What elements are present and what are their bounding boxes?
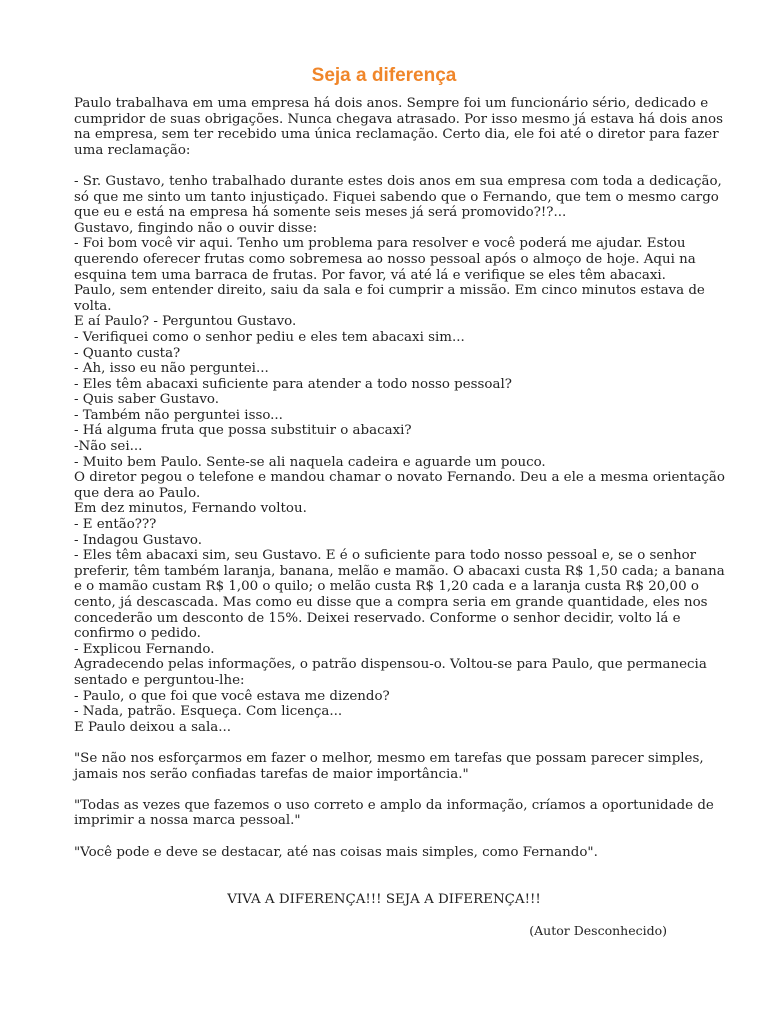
- text-line: na empresa, sem ter recebido uma única reclamação. Certo dia, ele foi até o diretor para fazer: [74, 127, 719, 143]
- blank-line: [74, 735, 704, 751]
- text-line: E Paulo deixou a sala...: [74, 719, 232, 735]
- text-line: sentado e perguntou-lhe:: [74, 672, 245, 688]
- text-line: - Explicou Fernando.: [74, 641, 215, 657]
- text-line: - E então???: [74, 517, 157, 533]
- blank-line: [74, 158, 704, 174]
- text-line: Gustavo, fingindo não o ouvir disse:: [74, 220, 318, 236]
- text-line: - Sr. Gustavo, tenho trabalhado durante estes dois anos em sua empresa com toda a dedicação,: [74, 173, 722, 189]
- quote-line: "Você pode e deve se destacar, até nas coisas mais simples, como Fernando".: [74, 844, 598, 860]
- quote-line: jamais nos serão confiadas tarefas de maior importância.": [74, 766, 469, 782]
- text-line: querendo oferecer frutas como sobremesa ao nosso pessoal após o almoço de hoje. Aqui na: [74, 251, 696, 267]
- text-line: só que me sinto um tanto injustiçado. Fiquei sabendo que o Fernando, que tem o mesmo cargo: [74, 189, 719, 205]
- text-line: Em dez minutos, Fernando voltou.: [74, 501, 307, 517]
- text-line: Agradecendo pelas informações, o patrão dispensou-o. Voltou-se para Paulo, que permanecia: [74, 657, 707, 673]
- text-line: que dera ao Paulo.: [74, 485, 201, 501]
- text-line: cento, já descascada. Mas como eu disse que a compra seria em grande quantidade, eles nos: [74, 595, 708, 610]
- text-line: preferir, têm também laranja, banana, melão e mamão. O abacaxi custa R$ 1,50 cada; a banana: [74, 563, 725, 579]
- text-line: e o mamão custam R$ 1,00 o quilo; o melão custa R$ 1,20 cada e a laranja custa R$ 20,00 o: [74, 579, 699, 595]
- quote-line: "Todas as vezes que fazemos o uso correto e amplo da informação, críamos a oportunidade de: [74, 797, 714, 813]
- text-line: Paulo trabalhava em uma empresa há dois anos. Sempre foi um funcionário sério, dedicado e: [74, 96, 709, 111]
- text-line: Paulo, sem entender direito, saiu da sala e foi cumprir a missão. Em cinco minutos estava de: [74, 283, 705, 299]
- quote-line: imprimir a nossa marca pessoal.": [74, 813, 301, 829]
- text-line: que eu e está na empresa há somente seis meses já será promovido?!?...: [74, 205, 567, 221]
- text-line: cumpridor de suas obrigações. Nunca chegava atrasado. Por isso mesmo já estava há dois anos: [74, 111, 723, 127]
- author-credit: (Autor Desconhecido): [529, 923, 667, 938]
- quote-line: "Se não nos esforçarmos em fazer o melhor, mesmo em tarefas que possam parecer simples,: [74, 750, 704, 766]
- text-line: esquina tem uma barraca de frutas. Por favor, vá até lá e verifique se eles têm abacaxi.: [74, 267, 666, 283]
- closing-slogan: VIVA A DIFERENÇA!!! SEJA A DIFERENÇA!!!: [227, 892, 541, 907]
- text-line: - Verifiquei como o senhor pediu e eles tem abacaxi sim...: [74, 329, 465, 345]
- text-line: - Ah, isso eu não perguntei...: [74, 361, 269, 377]
- text-line: volta.: [74, 298, 112, 314]
- text-line: - Nada, patrão. Esqueça. Com licença...: [74, 704, 343, 720]
- blank-line: [74, 829, 704, 845]
- text-line: - Eles têm abacaxi sim, seu Gustavo. E é o suficiente para todo nosso pessoal e, se o senhor: [74, 548, 697, 564]
- text-line: -Não sei...: [74, 439, 143, 455]
- text-line: - Indagou Gustavo.: [74, 532, 202, 548]
- text-line: - Paulo, o que foi que você estava me dizendo?: [74, 688, 390, 704]
- text-line: - Há alguma fruta que possa substituir o abacaxi?: [74, 423, 412, 439]
- text-line: - Quanto custa?: [74, 345, 181, 361]
- blank-line: [74, 782, 704, 798]
- story-text: [74, 96, 725, 860]
- text-line: E aí Paulo? - Perguntou Gustavo.: [74, 314, 297, 330]
- text-line: - Quis saber Gustavo.: [74, 392, 220, 408]
- text-line: uma reclamação:: [74, 142, 191, 158]
- text-line: O diretor pegou o telefone e mandou chamar o novato Fernando. Deu a ele a mesma orientação: [74, 470, 725, 486]
- document-title: Seja a diferença: [311, 65, 457, 86]
- text-line: - Também não perguntei isso...: [74, 407, 283, 423]
- text-line: concederão um desconto de 15%. Deixei reservado. Conforme o senhor decidir, volto lá e: [74, 610, 681, 626]
- text-line: confirmo o pedido.: [74, 626, 201, 642]
- text-line: - Muito bem Paulo. Sente-se ali naquela cadeira e aguarde um pouco.: [74, 454, 546, 470]
- text-line: - Eles têm abacaxi suficiente para atender a todo nosso pessoal?: [74, 376, 512, 392]
- text-line: - Foi bom você vir aqui. Tenho um problema para resolver e você poderá me ajudar. Estou: [74, 236, 686, 252]
